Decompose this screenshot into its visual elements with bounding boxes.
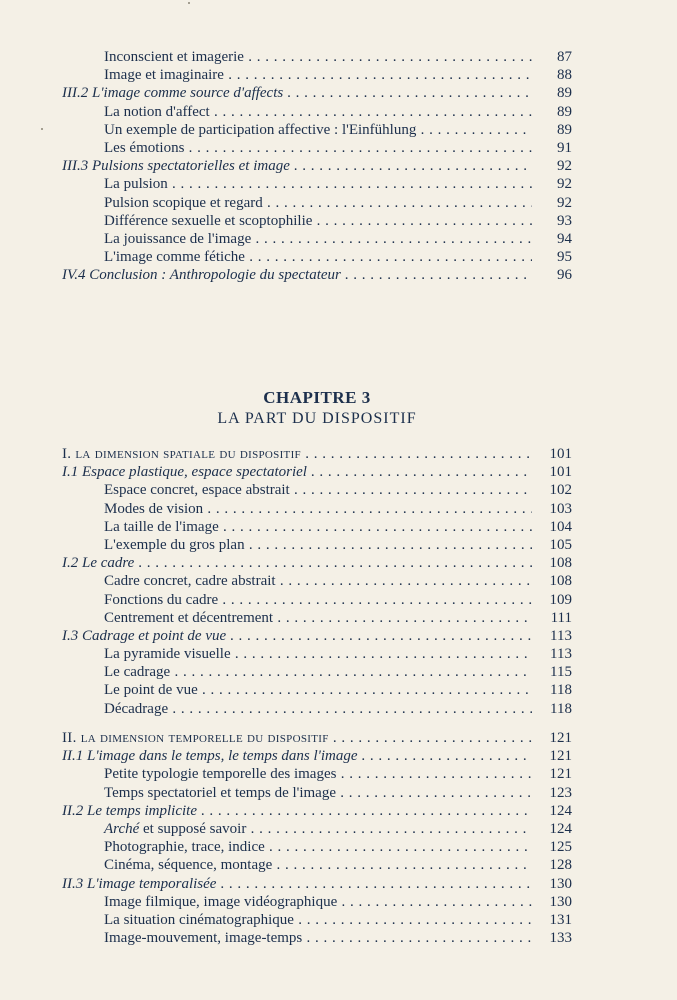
toc-entry [62, 139, 572, 157]
toc-entry-title: Image-mouvement, image-temps . . . [62, 929, 532, 947]
toc-entry-title: Cinéma, séquence, montage . . . [62, 856, 532, 874]
toc-entry [62, 84, 572, 102]
toc-entry-page: 108 [532, 554, 572, 572]
toc-entry-title: III.2 L'image comme source d'affects . . . [62, 84, 532, 102]
toc-entry-page: 115 [532, 663, 572, 681]
toc-entry-page: 104 [532, 518, 572, 536]
toc-entry-title: La situation cinématographique . . . [62, 911, 532, 929]
toc-entry-page: 89 [532, 84, 572, 102]
toc-entry [62, 157, 572, 175]
toc-entry-title: La jouissance de l'image . . . [62, 230, 532, 248]
toc-entry-title: IV.4 Conclusion : Anthropologie du spectateur . . . [62, 266, 532, 284]
toc-entry [62, 194, 572, 212]
toc-entry-page: 105 [532, 536, 572, 554]
toc-top-block [62, 48, 572, 284]
toc-entry-page: 108 [532, 572, 572, 590]
toc-entry [62, 875, 572, 893]
toc-entry-page: 128 [532, 856, 572, 874]
toc-entry [62, 609, 572, 627]
toc-entry-title: Décadrage . . . [62, 700, 532, 718]
toc-entry-page: 130 [532, 875, 572, 893]
toc-entry-page: 113 [532, 627, 572, 645]
toc-entry-title: Photographie, trace, indice . . . [62, 838, 532, 856]
toc-entry [62, 48, 572, 66]
toc-entry-page: 121 [532, 765, 572, 783]
toc-entry-page: 103 [532, 500, 572, 518]
toc-entry-page: 89 [532, 121, 572, 139]
toc-entry-page: 96 [532, 266, 572, 284]
toc-entry-page: 121 [532, 747, 572, 765]
toc-entry [62, 212, 572, 230]
toc-section-temporal [62, 729, 572, 947]
toc-entry-page: 94 [532, 230, 572, 248]
toc-entry-title: Petite typologie temporelle des images . . . [62, 765, 532, 783]
toc-entry [62, 893, 572, 911]
toc-entry-page: 125 [532, 838, 572, 856]
toc-entry-page: 87 [532, 48, 572, 66]
toc-entry-page: 95 [532, 248, 572, 266]
toc-entry-title: Cadre concret, cadre abstrait . . . [62, 572, 532, 590]
toc-entry-title: La taille de l'image . . . [62, 518, 532, 536]
toc-entry-title: II.1 L'image dans le temps, le temps dans l'image . . . [62, 747, 532, 765]
speck-left [41, 128, 43, 130]
toc-entry [62, 765, 572, 783]
toc-entry-page: 124 [532, 820, 572, 838]
toc-entry [62, 572, 572, 590]
toc-entry-page: 102 [532, 481, 572, 499]
toc-entry-title: Arché et supposé savoir . . . [62, 820, 532, 838]
toc-entry [62, 463, 572, 481]
toc-entry [62, 518, 572, 536]
toc-entry [62, 230, 572, 248]
toc-entry-page: 89 [532, 103, 572, 121]
toc-entry-page: 130 [532, 893, 572, 911]
toc-entry-title: La notion d'affect . . . [62, 103, 532, 121]
toc-entry-title: Différence sexuelle et scoptophilie . . . [62, 212, 532, 230]
toc-entry-page: 93 [532, 212, 572, 230]
chapter-title: LA PART DU DISPOSITIF [217, 410, 417, 427]
toc-entry [62, 554, 572, 572]
toc-entry-page: 118 [532, 681, 572, 699]
toc-entry [62, 911, 572, 929]
toc-entry-page: 124 [532, 802, 572, 820]
toc-entry-title: II.2 Le temps implicite . . . [62, 802, 532, 820]
toc-entry-page: 111 [532, 609, 572, 627]
toc-entry [62, 481, 572, 499]
toc-entry [62, 591, 572, 609]
toc-entry-title: Fonctions du cadre . . . [62, 591, 532, 609]
toc-entry-title: L'exemple du gros plan . . . [62, 536, 532, 554]
toc-entry-page: 113 [532, 645, 572, 663]
toc-entry-title: Espace concret, espace abstrait . . . [62, 481, 532, 499]
toc-entry-title: Les émotions . . . [62, 139, 532, 157]
toc-entry [62, 266, 572, 284]
toc-entry-page: 123 [532, 784, 572, 802]
toc-entry [62, 121, 572, 139]
chapter-number: CHAPITRE 3 [263, 388, 371, 407]
toc-entry-page: 92 [532, 194, 572, 212]
toc-entry [62, 747, 572, 765]
toc-entry-title: Inconscient et imagerie . . . [62, 48, 532, 66]
toc-entry-title: Pulsion scopique et regard . . . [62, 194, 532, 212]
toc-entry-title: Image filmique, image vidéographique . . . [62, 893, 532, 911]
toc-section-spatial [62, 445, 572, 718]
toc-entry-title: III.3 Pulsions spectatorielles et image . . . [62, 157, 532, 175]
toc-entry-title: La pulsion . . . [62, 175, 532, 193]
toc-entry [62, 929, 572, 947]
toc-entry [62, 248, 572, 266]
toc-entry [62, 175, 572, 193]
toc-entry-title: Un exemple de participation affective : l'Einfühlung . . . [62, 121, 532, 139]
toc-entry [62, 838, 572, 856]
toc-entry-title: I.1 Espace plastique, espace spectatoriel . . . [62, 463, 532, 481]
toc-entry [62, 627, 572, 645]
toc-entry-page: 91 [532, 139, 572, 157]
toc-entry-page: 88 [532, 66, 572, 84]
toc-entry-title: La pyramide visuelle . . . [62, 645, 532, 663]
toc-entry-title: I. la dimension spatiale du dispositif . . . [62, 445, 532, 463]
toc-entry [62, 820, 572, 838]
toc-entry [62, 802, 572, 820]
toc-entry [62, 663, 572, 681]
toc-entry [62, 856, 572, 874]
toc-entry [62, 536, 572, 554]
speck-top [188, 2, 190, 4]
toc-entry-page: 101 [532, 445, 572, 463]
toc-entry [62, 681, 572, 699]
toc-entry [62, 103, 572, 121]
toc-entry [62, 500, 572, 518]
toc-entry-title: Centrement et décentrement . . . [62, 609, 532, 627]
toc-entry-title: Temps spectatoriel et temps de l'image . . . [62, 784, 532, 802]
toc-entry-page: 118 [532, 700, 572, 718]
toc-entry-title: I.3 Cadrage et point de vue . . . [62, 627, 532, 645]
toc-entry-title: II.3 L'image temporalisée . . . [62, 875, 532, 893]
toc-entry-page: 133 [532, 929, 572, 947]
toc-entry-title: Modes de vision . . . [62, 500, 532, 518]
toc-entry [62, 784, 572, 802]
toc-entry [62, 445, 572, 463]
toc-entry-title: I.2 Le cadre . . . [62, 554, 532, 572]
toc-entry-title: II. la dimension temporelle du dispositif . . . [62, 729, 532, 747]
toc-entry-title: Le cadrage . . . [62, 663, 532, 681]
toc-entry-page: 101 [532, 463, 572, 481]
toc-entry [62, 645, 572, 663]
toc-entry-page: 109 [532, 591, 572, 609]
chapter-heading [62, 388, 572, 428]
toc-entry [62, 66, 572, 84]
toc-entry-page: 92 [532, 157, 572, 175]
toc-entry [62, 700, 572, 718]
toc-entry-page: 92 [532, 175, 572, 193]
toc-entry-page: 131 [532, 911, 572, 929]
toc-entry-page: 121 [532, 729, 572, 747]
toc-entry-title: Image et imaginaire . . . [62, 66, 532, 84]
toc-entry [62, 729, 572, 747]
toc-entry-title: L'image comme fétiche . . . [62, 248, 532, 266]
toc-entry-title: Le point de vue . . . [62, 681, 532, 699]
